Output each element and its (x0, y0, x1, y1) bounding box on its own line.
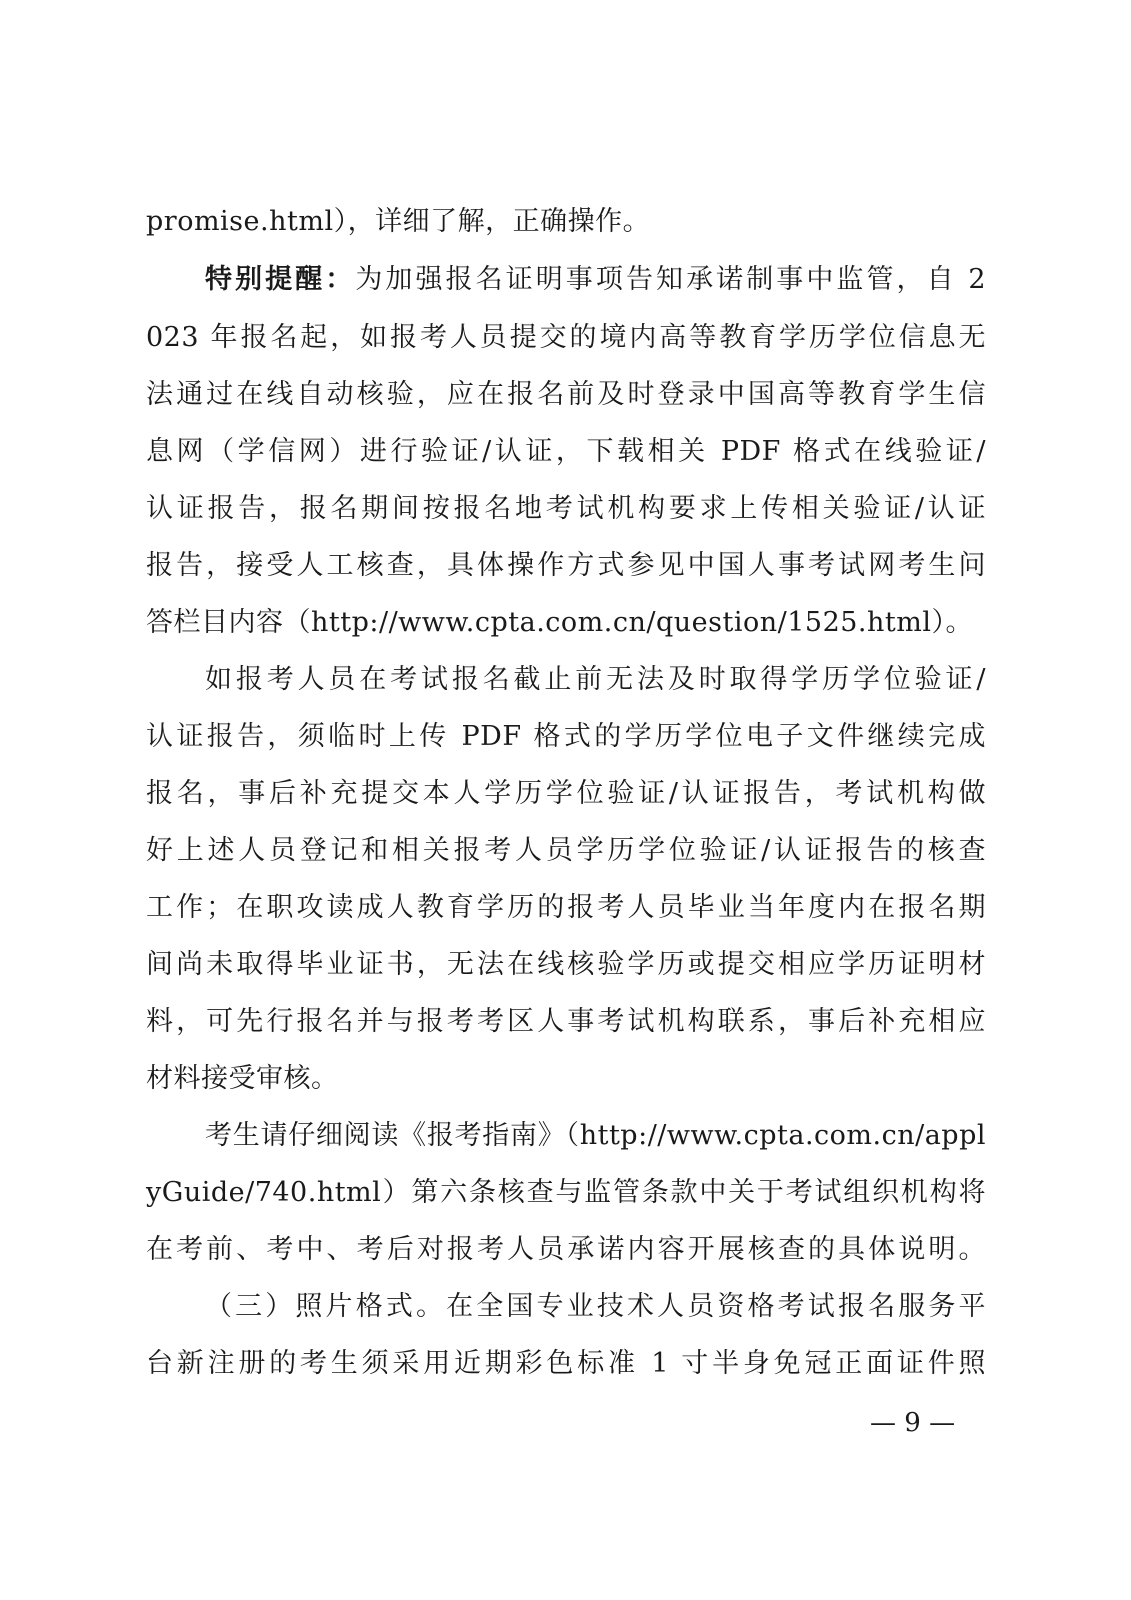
text-line: 为加强报名证明事项告知承诺制事中监管，自 2 (355, 264, 987, 295)
text-line: 考生请仔细阅读《报考指南》（http://www.cpta.com.cn/appl (205, 1120, 986, 1151)
text-line: 工作；在职攻读成人教育学历的报考人员毕业当年度内在报名期 (146, 892, 986, 923)
text-line: 台新注册的考生须采用近期彩色标准 1 寸半身免冠正面证件照 (146, 1348, 986, 1379)
text-line: promise.html），详细了解，正确操作。 (146, 206, 651, 237)
text-line: 在考前、考中、考后对报考人员承诺内容开展核查的具体说明。 (146, 1234, 986, 1265)
text-line: yGuide/740.html）第六条核查与监管条款中关于考试组织机构将 (146, 1177, 986, 1208)
special-notice-line (205, 260, 986, 300)
text-line: 认证报告，须临时上传 PDF 格式的学历学位电子文件继续完成 (146, 721, 986, 752)
text-line: 好上述人员登记和相关报考人员学历学位验证/认证报告的核查 (146, 835, 986, 866)
text-line: 间尚未取得毕业证书，无法在线核验学历或提交相应学历证明材 (146, 949, 986, 980)
page-number: — 9 — (870, 1408, 956, 1438)
special-notice-label: 特别提醒： (205, 264, 356, 295)
text-line: 报名，事后补充提交本人学历学位验证/认证报告，考试机构做 (146, 778, 986, 809)
text-line: 材料接受审核。 (146, 1063, 339, 1094)
text-line: 息网（学信网）进行验证/认证，下载相关 PDF 格式在线验证/ (146, 436, 986, 467)
text-line: （三）照片格式。在全国专业技术人员资格考试报名服务平 (205, 1291, 986, 1322)
text-line: 料，可先行报名并与报考考区人事考试机构联系，事后补充相应 (146, 1006, 986, 1037)
text-line: 答栏目内容（http://www.cpta.com.cn/question/1525.html）。 (146, 607, 973, 638)
text-line: 023 年报名起，如报考人员提交的境内高等教育学历学位信息无 (146, 322, 986, 353)
text-line: 法通过在线自动核验，应在报名前及时登录中国高等教育学生信 (146, 379, 986, 410)
text-line: 认证报告，报名期间按报名地考试机构要求上传相关验证/认证 (146, 493, 986, 524)
text-line: 报告，接受人工核查，具体操作方式参见中国人事考试网考生问 (146, 550, 986, 581)
text-line: 如报考人员在考试报名截止前无法及时取得学历学位验证/ (205, 664, 986, 695)
